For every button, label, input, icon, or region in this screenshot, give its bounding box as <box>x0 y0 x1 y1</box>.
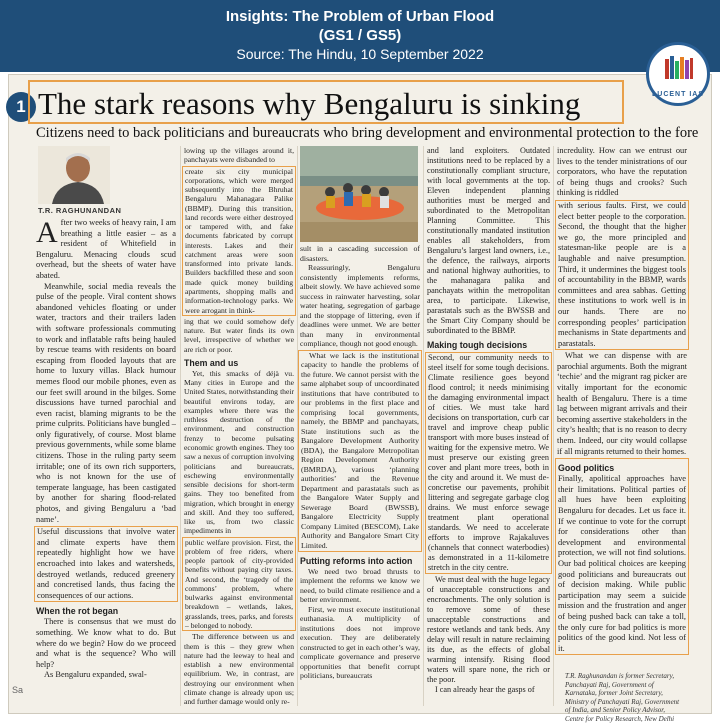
paragraph: What we lack is the institutional capacity to handle the problems of the future. We cannot persist with the same alphabet soup of uncoordinated institutions that have contributed to our problems in the first place and comprising local governments, namely, the BBMP and panchayats, State institutions such as the Bangalore Development Authority (BDA), the Bangalore Metropolitan Region Development Authority (BMRDA), various ‘planning authorities’ and the Revenue Department and parastatals such as the Bangalore Water Supply and Sewerage Board (BWSSB), Bangalore Electricity Supply Company Limited (BESCOM), Lake Authority and Bangalore Smart City Limited. <box>301 350 419 550</box>
author-name: T.R. RAGHUNANDAN <box>38 206 122 215</box>
watermark-text: Sa <box>12 685 24 695</box>
highlighted-passage <box>425 352 552 574</box>
paragraph: Useful discussions that involve water and climate experts have them repeatedly highlight how we have encroached into lakes and watersheds, destroyed wetlands, reduced greenery and concretised lands, thus facing the consequences of our actions. <box>37 527 175 600</box>
books-icon <box>663 53 695 81</box>
paragraph: incredulity. How can we entrust our lives to the tender ministrations of our corporators, who have the reputation of being thugs and crooks? Such thinking is riddled <box>557 146 687 198</box>
header-banner <box>0 0 720 72</box>
section-heading: Good politics <box>558 463 615 474</box>
logo <box>646 42 710 106</box>
paragraph-text: fter two weeks of heavy rain, I am breathing a little easier – as a resident of Whitefield in Bengaluru. Menacing clouds scud overhead, but the sheets of water have abated. <box>36 218 176 280</box>
number-badge: 1 <box>6 92 36 122</box>
highlighted-passage <box>298 350 422 552</box>
paragraph: Yet, this smacks of déjà vu. Many cities in Europe and the United States, notwithstanding their beautiful environs today, are examples where there was the ruthless destruction of the environment, and construction frenzy to become pulsating economic growth engines. They too saw a nexus of corruption involving politicians and bureaucrats, eschewing environmentally sensible decisions for short-term gains. They too benefited from migration, which brought in energy and skill. And they too suffered, like us, from two classic impediments in <box>184 368 294 536</box>
highlighted-passage <box>182 537 296 632</box>
paragraph: ing that we could somehow defy nature. But water finds its own level, irrespective of whether we are rich or poor. <box>184 316 294 354</box>
paragraph: As Bengaluru expanded, swal- <box>44 670 147 680</box>
banner-source: Source: The Hindu, 10 September 2022 <box>236 46 484 62</box>
logo-text: LUCENT IAS <box>652 91 704 98</box>
column-divider <box>423 146 424 706</box>
article-column-1 <box>36 218 176 681</box>
paragraph: sult in a cascading succession of disasters. <box>300 244 420 263</box>
author-portrait <box>38 146 110 204</box>
subheadline: Citizens need to back politicians and bureaucrats who bring development and environmental protection to the fore <box>36 125 699 141</box>
section-heading: Making tough decisions <box>427 340 528 350</box>
highlighted-passage <box>182 166 296 316</box>
article-column-5 <box>557 146 687 656</box>
paragraph: Second, our community needs to steel itself for some tough decisions. Climate resilience goes beyond flood control; it needs minimising the damaging environmental impact of cities. We must take hard decisions on transportation, curb car travel and improve cheap public transport with more buses instead of waiting for the expensive metro. We must preserve our existing green cover and plant more trees, both in the city and around it. We must de-concretise our pavements, prohibit littering and segregate garbage clog drains. We must enforce sewage treatment plant operational standards. We need to accelerate efforts to improve Rajakaluves (channels that connect waterbodies) as demonstrated in a 11-kilometre stretch in the city centre. <box>428 353 549 572</box>
section-heading: Putting reforms into action <box>300 555 413 566</box>
paragraph: Finally, apolitical approaches have their limitations. Political parties of all hues have been exploiting Bengaluru for decades. Let us face it. If we continue to vote for the corrupt for considerations other than development and environmental protection, we will not find solutions. Our bad political choices are keeping good politicians and bureaucrats out of decision making. While public participation may seem a suicide mission and the frustration and anger of being pushed back can take a toll, the only cure for bad politics is more politics of the good kind. Not less of it. <box>558 474 686 653</box>
paragraph: There is consensus that we must do something. We know what to do. But where do we begin? How do we proceed and what is the sequence? Who will help? <box>36 617 176 669</box>
section-heading: When the rot began <box>36 606 119 617</box>
paragraph: I can already hear the gasps of <box>435 685 535 694</box>
highlighted-passage <box>34 526 178 602</box>
section-heading: Them and us <box>184 357 239 368</box>
author-bio: T.R. Raghunandan is former Secretary, Panchayati Raj, Government of Karnataka, former Joint Secretary, Ministry of Panchayati Raj, Government of India, and Senior Policy Advisor, Centre for Policy Research, New Delhi <box>565 672 680 723</box>
column-divider <box>553 146 554 706</box>
article-column-4 <box>427 146 550 695</box>
drop-cap: A <box>36 216 58 249</box>
paragraph: Meanwhile, social media reveals the pulse of the people. Viral content shows abandoned vehicles floating or under water, tractors and their trailers laden with software professionals commuting to work and inflatable rafts being hauled by rescue teams with residents on board escaping from flooded layouts that are home to luxury villas. Black humour memes flood our mobile phones, even as our feet swill around in the bilges. Some discussions have turned parochial and even racist, blaming migrants to be the prime culprits. Politicians have bungled – only figuratively, of course. Most blame previous governments, while some blame citizens. Those in the ruling party seem irritable; one of its own rich supporters, who is not known for the use of temperate language, has been castigated by another for sharing flood-related photos, and giving Bengaluru a ‘bad name’. <box>36 281 176 524</box>
paragraph: First, we must execute institutional euthanasia. A multiplicity of institutions does not improve execution. They are deliberately constructed to get in each other’s way, complicate governance and preserve opportunities that benefit corrupt politicians, bureaucrats <box>300 604 420 681</box>
banner-subtitle: (GS1 / GS5) <box>318 27 402 44</box>
paragraph: public welfare provision. First, the problem of free riders, where people partook of city-provided benefits without paying city taxes. And second, the ‘tragedy of the commons’ problem, where bulwarks against environmental breakdown – wetlands, lakes, grasslands, trees, parks, and forests – belonged to nobody. <box>185 537 293 631</box>
paragraph: with serious faults. First, we could elect better people to the corporation. Second, the thought that the higher we go, the more principled and statesman-like people are is a laughable and naive presumption. Third, it undermines the biggest tools of accountability in the BBMP, wards committees and area sabhas. Getting these institutions to work well is in our hands. There are no corresponding peoples’ participation mechanisms in State departments and parastatals. <box>558 200 686 348</box>
banner-title: Insights: The Problem of Urban Flood <box>225 8 495 25</box>
paragraph <box>36 218 176 282</box>
paragraph: lowing up the villages around it, panchayats were disbanded to <box>184 146 294 165</box>
column-divider <box>180 146 181 706</box>
highlighted-passage <box>555 200 689 350</box>
article-column-3 <box>300 244 420 681</box>
highlighted-passage <box>555 458 689 655</box>
paragraph: We need two broad thrusts to implement the reforms we know we need, to build climate resilience and a better environment. <box>300 566 420 605</box>
paragraph: create six city municipal corporations, which were merged subsequently into the Bhruhat Bengaluru Mahanagara Palike (BBMP). During this transition, land records were either destroyed or tampered with, and fake documents fabricated by corrupt interests. Lakes and their catchment areas were soon transformed into private lands. Builders backfilled these and soon made quick money building apartments, shopping malls and information-technology parks. We were arrogant in think- <box>185 166 293 315</box>
paragraph: The difference between us and them is this – they grew when nature had the leeway to heal and establish a new environmental equilibrium. We, in contrast, are destroying our environment when climate change is already upon us; and further damage would only re- <box>184 632 294 707</box>
paragraph: Reassuringly, Bengaluru consistently implements reforms, albeit slowly. We have achieved some success in rainwater harvesting, solar water heating, segregation of garbage and the stoppage of littering, even if deadlines were unmet. We are better than many in environmental compliance, though not good enough. <box>300 263 420 349</box>
paragraph: What we can dispense with are parochial arguments. Both the migrant ‘techie’ and the migrant rag picker are vitally important for the economic health of Bengaluru. There is a time lag between migrant arrivals and their becoming assertive stakeholders in the city’s health; that is no reason to decry them. Indeed, our city would collapse if all migrants returned to their homes. <box>557 351 687 456</box>
flood-photo <box>300 146 418 242</box>
author-photo-icon <box>38 146 110 204</box>
article-column-2 <box>184 146 294 706</box>
flood-rescue-image <box>300 146 418 242</box>
paragraph: and land exploiters. Outdated institutions need to be replaced by a constitutionally compliant structure, with local governments at the top. Eleven independent planning authorities must be merged and subordinated to the Metropolitan Planning Committee. This constitutionally mandated institution enables all stakeholders, from Bengaluru’s largest land owners, i.e., the defence, the railways, airports and national highway authorities, to the mahanagara palika and panchayats within the metropolitan area, to participate. Likewise, parastatals such as the BWSSB and the Smart City Company should be subordinated to the BBMP. <box>427 146 550 335</box>
headline: The stark reasons why Bengaluru is sinking <box>38 86 581 121</box>
paragraph: We must deal with the huge legacy of unacceptable constructions and encroachments. The only solution is to remove some of these unacceptable constructions and restore wetlands and tank beds. Any delay will result in nature reclaiming its due, as the effects of global warming intensify. Rising flood waters will spare none, the rich or the poor. <box>427 575 550 684</box>
